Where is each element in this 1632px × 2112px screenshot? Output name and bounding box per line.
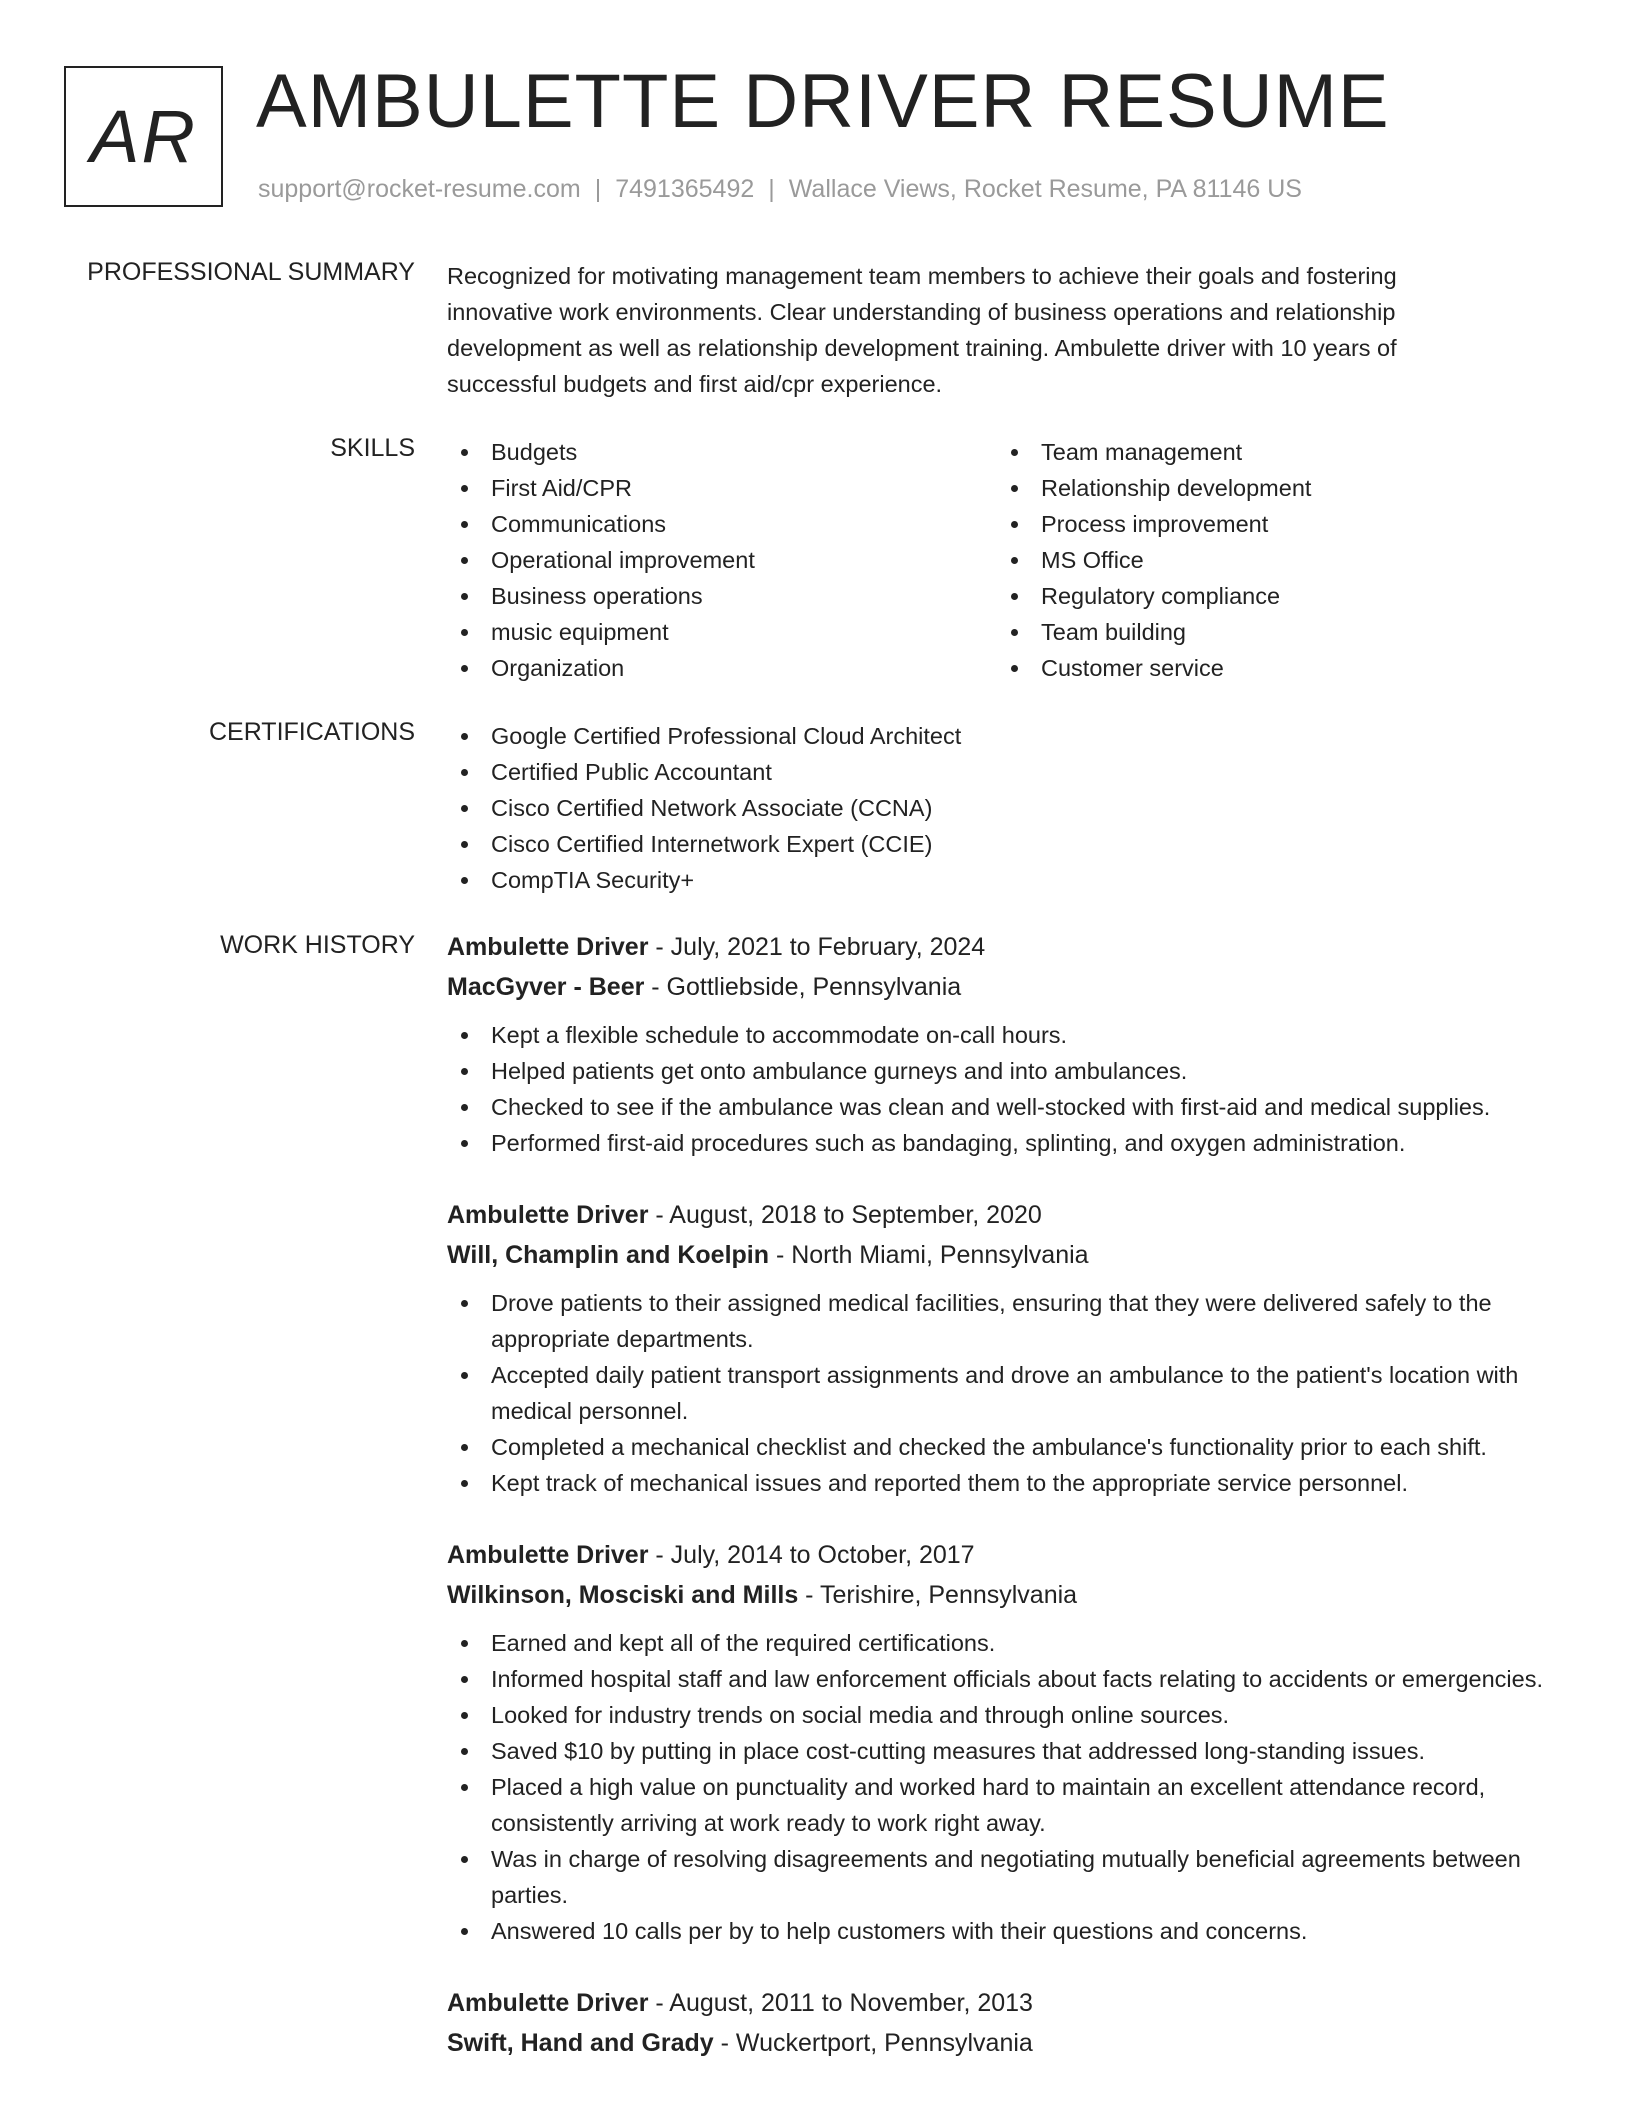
skills-columns (447, 434, 1567, 686)
job-duty-item: Informed hospital staff and law enforcement officials about facts relating to accidents or emergencies. (447, 1661, 1567, 1697)
certification-item: Google Certified Professional Cloud Architect (447, 718, 1567, 754)
skill-item: Organization (447, 650, 997, 686)
contact-email: support@rocket-resume.com (258, 175, 581, 203)
job-duty-item: Was in charge of resolving disagreements and negotiating mutually beneficial agreements between parties. (447, 1841, 1567, 1913)
job-company-line (447, 1575, 1567, 1615)
job-entry (447, 927, 1567, 1161)
skill-item: music equipment (447, 614, 997, 650)
skill-item: MS Office (997, 542, 1547, 578)
certification-item: Cisco Certified Network Associate (CCNA) (447, 790, 1567, 826)
job-duty-item: Performed first-aid procedures such as bandaging, splinting, and oxygen administration. (447, 1125, 1567, 1161)
job-duty-item: Accepted daily patient transport assignments and drove an ambulance to the patient's location with medical personnel. (447, 1357, 1567, 1429)
monogram-badge (64, 66, 223, 207)
job-title-line (447, 927, 1567, 967)
skills-label: SKILLS (330, 434, 415, 462)
summary-line: Recognized for motivating management team members to achieve their goals and fostering (447, 263, 1397, 289)
work-history-content (447, 927, 1567, 2097)
skill-item: Operational improvement (447, 542, 997, 578)
resume-title: AMBULETTE DRIVER RESUME (256, 59, 1390, 144)
job-entry (447, 1195, 1567, 1501)
job-dates: - July, 2014 to October, 2017 (648, 1541, 975, 1569)
work-history-label: WORK HISTORY (220, 931, 415, 959)
job-duty-item: Answered 10 calls per by to help customers with their questions and concerns. (447, 1913, 1567, 1949)
job-location: - Wuckertport, Pennsylvania (713, 2029, 1033, 2057)
job-title-line (447, 1195, 1567, 1235)
certification-item: CompTIA Security+ (447, 862, 1567, 898)
skill-item: Team management (997, 434, 1547, 470)
job-company-line (447, 1235, 1567, 1275)
job-title-line (447, 1983, 1567, 2023)
job-duties-list (447, 1625, 1567, 1949)
job-duty-item: Placed a high value on punctuality and worked hard to maintain an excellent attendance record, consistently arriving at work ready to work right away. (447, 1769, 1567, 1841)
monogram-initials: AR (90, 95, 197, 178)
contact-line (258, 175, 1302, 204)
job-title-line (447, 1535, 1567, 1575)
certification-item: Certified Public Accountant (447, 754, 1567, 790)
job-location: - North Miami, Pennsylvania (769, 1241, 1089, 1269)
summary-line: innovative work environments. Clear understanding of business operations and relationship (447, 299, 1396, 325)
skills-list-right (997, 434, 1547, 686)
job-title: Ambulette Driver (447, 933, 649, 961)
job-duty-item: Looked for industry trends on social media and through online sources. (447, 1697, 1567, 1733)
job-dates: - August, 2011 to November, 2013 (648, 1989, 1033, 2017)
summary-line: successful budgets and first aid/cpr experience. (447, 371, 943, 397)
job-title: Ambulette Driver (447, 1201, 649, 1229)
job-dates: - August, 2018 to September, 2020 (648, 1201, 1042, 1229)
job-duty-item: Kept a flexible schedule to accommodate on-call hours. (447, 1017, 1567, 1053)
skill-item: Process improvement (997, 506, 1547, 542)
job-title: Ambulette Driver (447, 1989, 649, 2017)
job-entry (447, 1535, 1567, 1949)
certifications-label: CERTIFICATIONS (208, 718, 415, 746)
job-duties-list (447, 1285, 1567, 1501)
job-company: Wilkinson, Mosciski and Mills (447, 1581, 799, 1609)
job-company-line (447, 2023, 1567, 2063)
skill-item: Business operations (447, 578, 997, 614)
job-company: MacGyver - Beer (447, 973, 645, 1001)
job-company: Swift, Hand and Grady (447, 2029, 714, 2057)
certification-item: Cisco Certified Internetwork Expert (CCIE) (447, 826, 1567, 862)
certifications-content (447, 718, 1567, 898)
job-company-line (447, 967, 1567, 1007)
job-title: Ambulette Driver (447, 1541, 649, 1569)
summary-label: PROFESSIONAL SUMMARY (87, 258, 415, 286)
job-location: - Terishire, Pennsylvania (798, 1581, 1078, 1609)
contact-separator: | (768, 175, 775, 203)
job-duty-item: Kept track of mechanical issues and reported them to the appropriate service personnel. (447, 1465, 1567, 1501)
job-duty-item: Completed a mechanical checklist and checked the ambulance's functionality prior to each shift. (447, 1429, 1567, 1465)
contact-address: Wallace Views, Rocket Resume, PA 81146 US (788, 175, 1302, 203)
summary-text (447, 258, 1567, 402)
summary-line: development as well as relationship development training. Ambulette driver with 10 years of (447, 335, 1397, 361)
skills-list-left (447, 434, 997, 686)
job-duties-list (447, 1017, 1567, 1161)
job-dates: - July, 2021 to February, 2024 (648, 933, 986, 961)
job-duty-item: Drove patients to their assigned medical facilities, ensuring that they were delivered safely to the appropriate departments. (447, 1285, 1567, 1357)
job-duty-item: Helped patients get onto ambulance gurneys and into ambulances. (447, 1053, 1567, 1089)
skill-item: First Aid/CPR (447, 470, 997, 506)
contact-phone: 7491365492 (615, 175, 755, 203)
skill-item: Customer service (997, 650, 1547, 686)
skill-item: Relationship development (997, 470, 1547, 506)
contact-separator: | (594, 175, 602, 203)
job-duty-item: Checked to see if the ambulance was clean and well-stocked with first-aid and medical supplies. (447, 1089, 1567, 1125)
job-duty-item: Saved $10 by putting in place cost-cutting measures that addressed long-standing issues. (447, 1733, 1567, 1769)
skill-item: Regulatory compliance (997, 578, 1547, 614)
job-duty-item: Earned and kept all of the required certifications. (447, 1625, 1567, 1661)
job-entry (447, 1983, 1567, 2063)
job-location: - Gottliebside, Pennsylvania (644, 973, 962, 1001)
skill-item: Communications (447, 506, 997, 542)
skill-item: Team building (997, 614, 1547, 650)
job-company: Will, Champlin and Koelpin (447, 1241, 769, 1269)
certifications-list (447, 718, 1567, 898)
skill-item: Budgets (447, 434, 997, 470)
